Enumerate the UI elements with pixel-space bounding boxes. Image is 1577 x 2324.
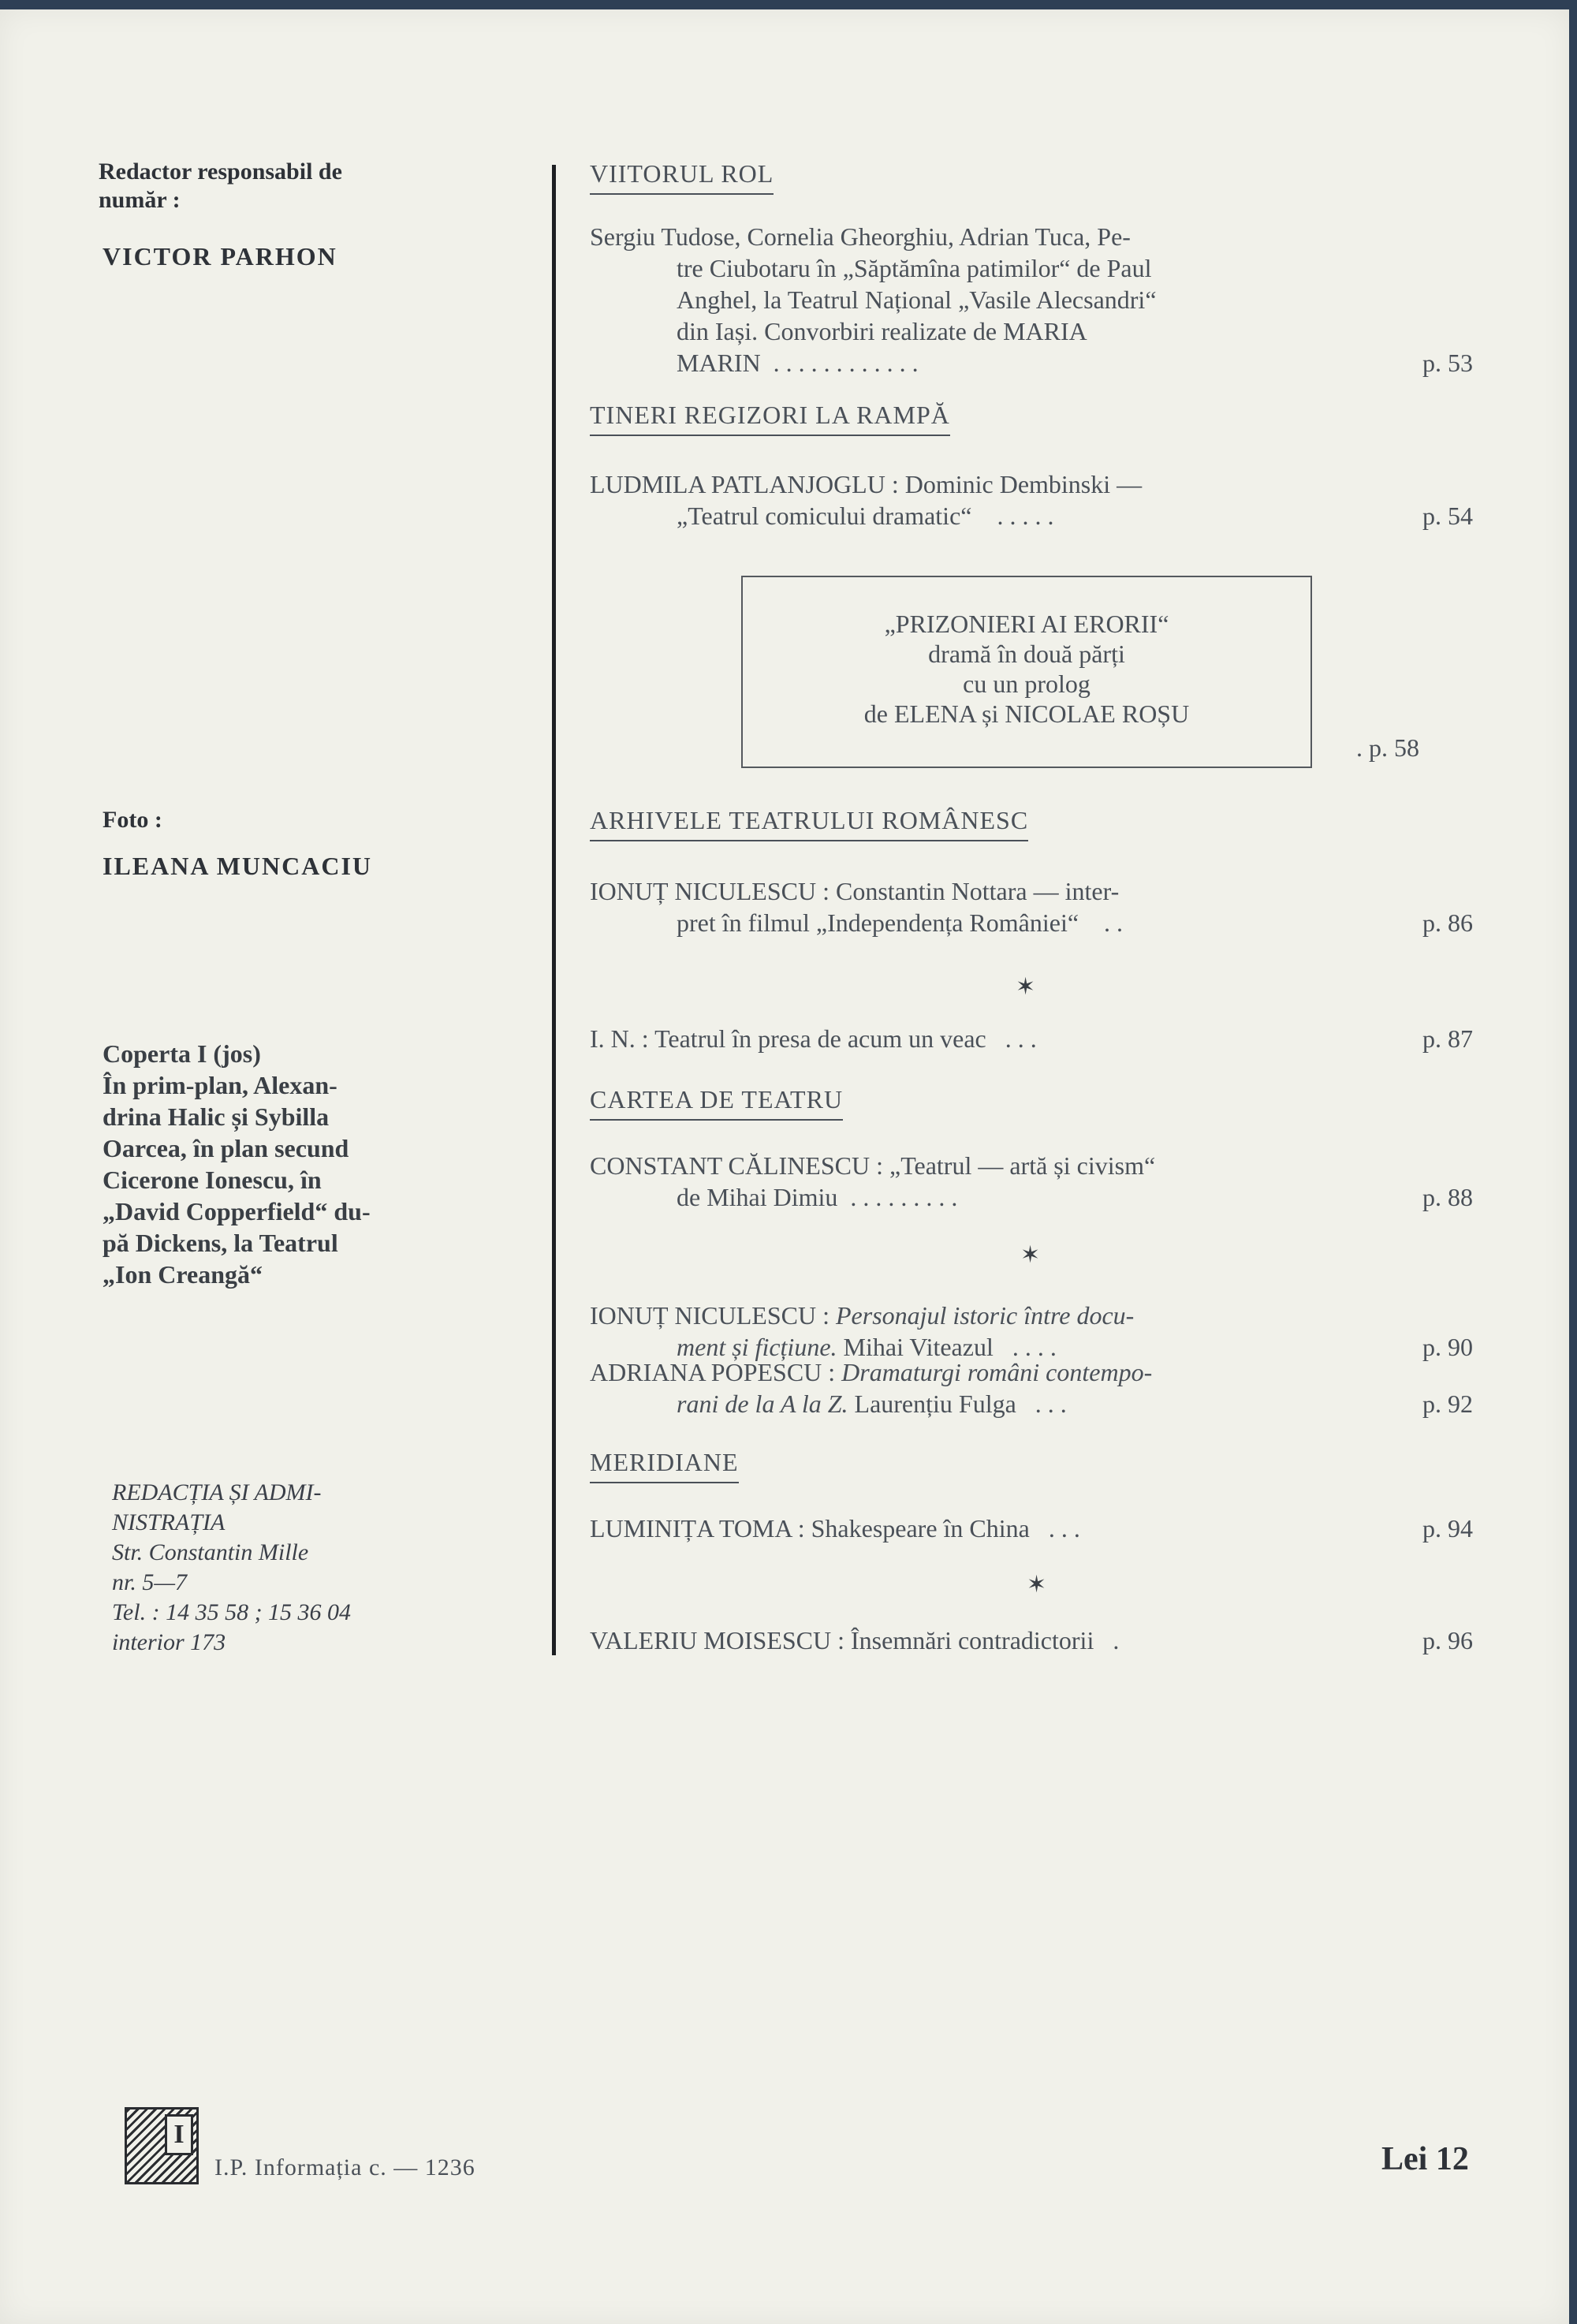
section-title: MERIDIANE [590, 1448, 739, 1483]
page-number: p. 87 [1422, 1024, 1473, 1053]
toc-entry-title: rani de la A la Z. [677, 1390, 848, 1418]
toc-entry-text: LUMINIȚA TOMA : Shakespeare în China [590, 1514, 1030, 1542]
address-line: NISTRAȚIA [112, 1509, 226, 1535]
play-authors: de ELENA și NICOLAE ROȘU [863, 699, 1190, 728]
cover-caption-line: „David Copperfield“ du- [103, 1197, 371, 1225]
publisher-logo-letter: I [165, 2114, 193, 2155]
toc-entry-line [590, 1625, 1119, 1656]
toc-entry-line: CONSTANT CĂLINESCU : „Teatrul — artă și civism“ [590, 1151, 1156, 1180]
toc-entry [590, 221, 1473, 379]
toc-entry-text: Laurențiu Fulga [854, 1390, 1016, 1418]
featured-play-box [741, 576, 1312, 768]
price-label: Lei 12 [1381, 2141, 1469, 2177]
toc-entry-line [677, 1388, 1067, 1419]
toc-entry-text: „Teatrul comicului dramatic“ [677, 502, 972, 530]
toc-entry-author: IONUȚ NICULESCU : [590, 1301, 830, 1330]
leader-dots: . . [1104, 908, 1124, 937]
section-title: TINERI REGIZORI LA RAMPĂ [590, 401, 950, 436]
page-number: p. 90 [1422, 1333, 1473, 1361]
toc-entry-line [677, 347, 919, 379]
editorial-address [112, 1478, 459, 1658]
toc-entry-line [590, 1023, 1037, 1054]
page-number: p. 96 [1422, 1626, 1473, 1654]
toc-entry-line [677, 500, 1053, 532]
column-divider [552, 165, 556, 1655]
toc-entry-line: Anghel, la Teatrul Național „Vasile Alecsandri“ [677, 285, 1157, 314]
page-number: p. 53 [1422, 349, 1473, 377]
cover-caption-line: Cicerone Ionescu, în [103, 1166, 322, 1194]
page-number: p. 88 [1422, 1183, 1473, 1211]
section-title: ARHIVELE TEATRULUI ROMÂNESC [590, 806, 1028, 841]
address-line: Tel. : 14 35 58 ; 15 36 04 [112, 1599, 352, 1625]
toc-entry-line [590, 1513, 1080, 1544]
section-title: VIITORUL ROL [590, 159, 774, 195]
section-title: CARTEA DE TEATRU [590, 1085, 843, 1121]
toc-entry-text: pret în filmul „Independența României“ [677, 908, 1079, 937]
address-line: REDACȚIA ȘI ADMI- [112, 1479, 322, 1505]
photo-name: ILEANA MUNCACIU [103, 852, 373, 880]
separator-star-icon: ✶ [1016, 974, 1036, 1000]
leader-dots: . [1113, 1626, 1120, 1654]
toc-entry [590, 1625, 1473, 1656]
editor-label-line: Redactor responsabil de [99, 159, 342, 185]
cover-caption [103, 1038, 449, 1290]
page-number: p. 92 [1422, 1390, 1473, 1418]
imprint-text: I.P. Informația c. — 1236 [214, 2154, 475, 2180]
toc-entry-line [590, 1356, 1473, 1388]
toc-entry-line [590, 1300, 1473, 1331]
toc-entry-title: ment și ficțiune. [677, 1333, 837, 1361]
cover-caption-line: Coperta I (jos) [103, 1039, 261, 1068]
toc-entry-text: MARIN [677, 349, 761, 377]
cover-caption-line: drina Halic și Sybilla [103, 1102, 330, 1131]
toc-entry-line: Sergiu Tudose, Cornelia Gheorghiu, Adrian Tuca, Pe- [590, 222, 1131, 251]
toc-entry-title: Personajul istoric între docu- [835, 1301, 1135, 1330]
toc-entry-line: din Iași. Convorbiri realizate de MARIA [677, 317, 1087, 345]
toc-entry [590, 468, 1473, 532]
photo-label: Foto : [103, 807, 162, 833]
play-subtitle: cu un prolog [963, 670, 1090, 698]
toc-entry [590, 1023, 1473, 1054]
toc-entry-text: de Mihai Dimiu [677, 1183, 838, 1211]
cover-caption-line: Oarcea, în plan secund [103, 1134, 349, 1162]
page-number: p. 54 [1422, 502, 1473, 530]
toc-entry-line [677, 907, 1123, 938]
address-line: nr. 5—7 [112, 1569, 188, 1595]
toc-entry-line [677, 1181, 957, 1213]
page-number: p. 94 [1422, 1514, 1473, 1542]
toc-entry-line: IONUȚ NICULESCU : Constantin Nottara — inter- [590, 877, 1120, 905]
toc-entry-text: VALERIU MOISESCU : Însemnări contradictorii [590, 1626, 1094, 1654]
toc-entry-author: ADRIANA POPESCU : [590, 1358, 836, 1386]
toc-entry [590, 1513, 1473, 1544]
play-title: „PRIZONIERI AI ERORII“ [884, 610, 1169, 638]
toc-entry-text: I. N. : Teatrul în presa de acum un veac [590, 1024, 986, 1053]
toc-entry-title: Dramaturgi români contempo- [841, 1358, 1153, 1386]
toc-entry [590, 1300, 1473, 1363]
editor-name: VICTOR PARHON [103, 242, 337, 270]
leader-dots: . . . . . . . . . [850, 1183, 958, 1211]
leader-dots: . . . . . . . . . . . . [773, 349, 919, 377]
leader-dots: . . . [1005, 1024, 1037, 1053]
toc-entry [590, 875, 1473, 938]
editor-label-line: număr : [99, 187, 181, 213]
cover-caption-line: În prim-plan, Alexan- [103, 1071, 337, 1099]
leader-dots: . . . [1048, 1514, 1080, 1542]
separator-star-icon: ✶ [1027, 1572, 1047, 1598]
page-number: . p. 58 [1356, 733, 1419, 762]
toc-entry-line: tre Ciubotaru în „Săptămîna patimilor“ de Paul [677, 254, 1152, 282]
magazine-page [0, 9, 1569, 2324]
toc-entry-line: LUDMILA PATLANJOGLU : Dominic Dembinski — [590, 470, 1143, 498]
editor-label [99, 158, 342, 214]
cover-caption-line: „Ion Creangă“ [103, 1260, 263, 1289]
leader-dots: . . . [1035, 1390, 1067, 1418]
publisher-logo-icon [125, 2107, 199, 2184]
toc-entry-text: Mihai Viteazul [843, 1333, 994, 1361]
address-line: interior 173 [112, 1629, 226, 1655]
play-subtitle: dramă în două părți [928, 640, 1125, 668]
leader-dots: . . . . . [997, 502, 1054, 530]
leader-dots: . . . . [1012, 1333, 1057, 1361]
separator-star-icon: ✶ [1020, 1242, 1041, 1268]
page-number: p. 86 [1422, 908, 1473, 937]
toc-entry [590, 1150, 1473, 1213]
toc-entry [590, 1356, 1473, 1419]
address-line: Str. Constantin Mille [112, 1539, 309, 1565]
cover-caption-line: pă Dickens, la Teatrul [103, 1229, 338, 1257]
